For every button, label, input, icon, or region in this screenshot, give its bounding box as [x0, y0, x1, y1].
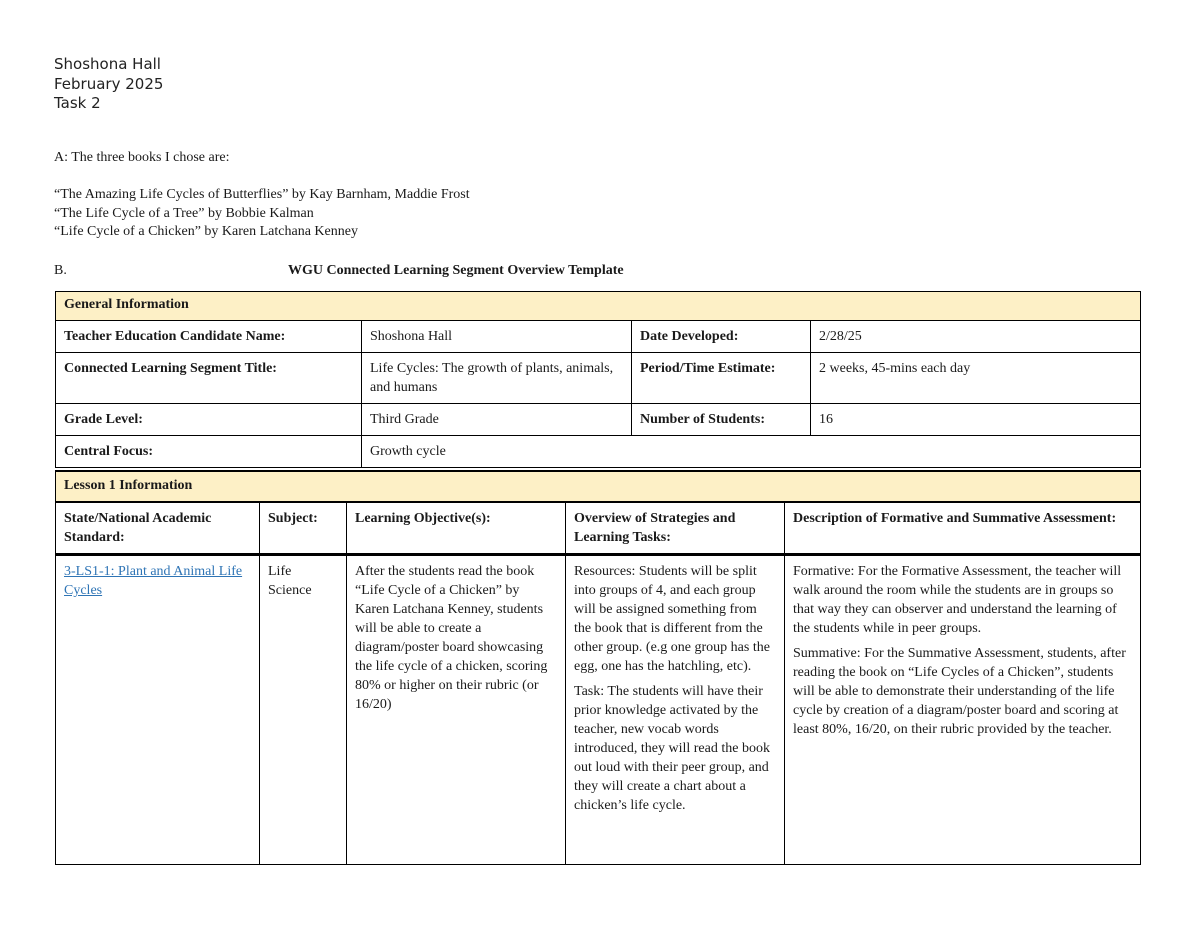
date-developed-label: Date Developed: — [632, 321, 811, 353]
period-estimate-value: 2 weeks, 45-mins each day — [811, 353, 1141, 404]
number-of-students-value: 16 — [811, 404, 1141, 436]
grade-level-label: Grade Level: — [56, 404, 362, 436]
column-header: State/National Academic Standard: — [56, 502, 260, 555]
number-of-students-label: Number of Students: — [632, 404, 811, 436]
general-information-heading: General Information — [56, 292, 1141, 321]
central-focus-value: Growth cycle — [362, 436, 1141, 468]
standard-cell — [56, 555, 260, 865]
grade-level-value: Third Grade — [362, 404, 632, 436]
book-item: “Life Cycle of a Chicken” by Karen Latchana Kenney — [54, 224, 358, 240]
task-label: Task 2 — [54, 94, 101, 112]
central-focus-label: Central Focus: — [56, 436, 362, 468]
author-name: Shoshona Hall — [54, 55, 161, 73]
assessment-cell — [785, 555, 1141, 865]
date-developed-value: 2/28/25 — [811, 321, 1141, 353]
column-header: Subject: — [260, 502, 347, 555]
strategies-cell — [566, 555, 785, 865]
lesson-information-heading: Lesson 1 Information — [56, 471, 1141, 502]
template-title: WGU Connected Learning Segment Overview Template — [288, 263, 624, 278]
column-header: Overview of Strategies and Learning Tasks: — [566, 502, 785, 555]
lesson-information-table — [55, 470, 1141, 865]
section-a-text: A: The three books I chose are: — [54, 150, 230, 165]
book-item: “The Life Cycle of a Tree” by Bobbie Kalman — [54, 205, 314, 221]
section-a — [54, 148, 229, 167]
objective-cell: After the students read the book “Life Cycle of a Chicken” by Karen Latchana Kenney, students will be able to create a diagram/poster board showcasing the life cycle of a chicken, scoring 80% or higher on their rubric (or 16/20) — [347, 555, 566, 865]
segment-title-label: Connected Learning Segment Title: — [56, 353, 362, 404]
subject-cell: Life Science — [260, 555, 347, 865]
column-header: Learning Objective(s): — [347, 502, 566, 555]
general-information-table — [55, 291, 1141, 468]
summative-assessment: Summative: For the Summative Assessment, students, after reading the book on “Life Cycles of a Chicken”, students will be able to demonstrate their understanding of the life cycle by creation of a diagram/poster board and scoring at least 80%, 16/20, on their rubric provided by the teacher. — [793, 646, 1126, 737]
strategies-resources: Resources: Students will be split into groups of 4, and each group will be assigned something from the book that is different from the other group. (e.g one group has the egg, one has the hatchling, etc). — [574, 564, 770, 674]
formative-assessment: Formative: For the Formative Assessment, the teacher will walk around the room while the students are in groups so that way they can observer and understand the learning of the students while in peer groups. — [793, 564, 1122, 636]
standard-link[interactable]: 3-LS1-1: Plant and Animal Life Cycles — [64, 564, 243, 598]
document-header — [54, 55, 163, 114]
strategies-task: Task: The students will have their prior knowledge activated by the teacher, new vocab words introduced, they will read the book out loud with their peer group, and they will create a chart about a chicken’s life cycle. — [574, 684, 770, 813]
section-b-label: B. — [54, 263, 67, 278]
candidate-name-value: Shoshona Hall — [362, 321, 632, 353]
column-header: Description of Formative and Summative Assessment: — [785, 502, 1141, 555]
book-item: “The Amazing Life Cycles of Butterflies” by Kay Barnham, Maddie Frost — [54, 187, 470, 202]
period-estimate-label: Period/Time Estimate: — [632, 353, 811, 404]
candidate-name-label: Teacher Education Candidate Name: — [56, 321, 362, 353]
segment-title-value: Life Cycles: The growth of plants, animals, and humans — [362, 353, 632, 404]
book-list — [54, 186, 470, 242]
document-date: February 2025 — [54, 74, 164, 93]
